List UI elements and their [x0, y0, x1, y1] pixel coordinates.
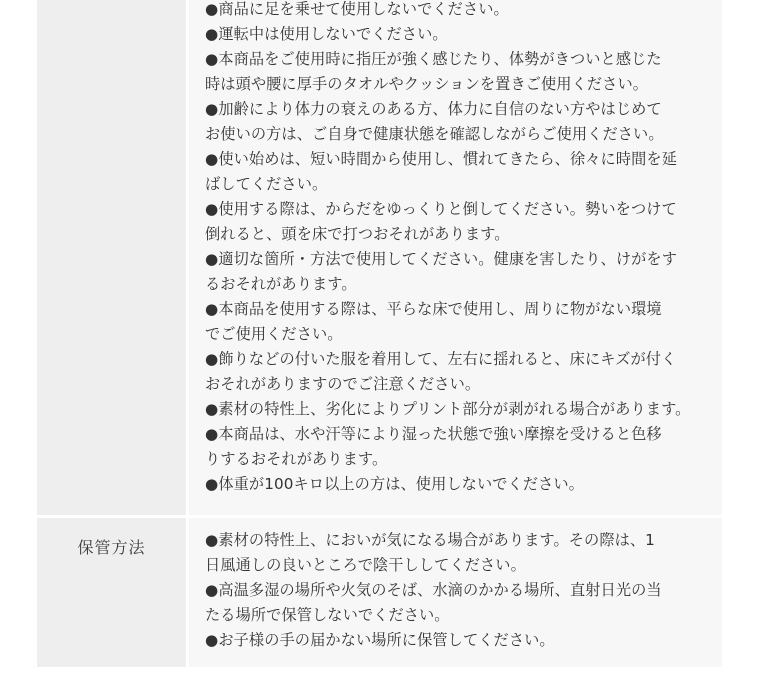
cautions-row: [37, 0, 722, 515]
caution-line: ●素材の特性上、劣化によりプリント部分が剥がれる場合があります。: [205, 400, 691, 418]
storage-line: ●高温多湿の場所や火気のそば、水滴のかかる場所、直射日光の当: [205, 581, 662, 599]
caution-line: ●本商品は、水や汗等により湿った状態で強い摩擦を受けると色移: [205, 425, 662, 443]
caution-line: ●飾りなどの付いた服を着用して、左右に揺れると、床にキズが付く: [205, 350, 677, 368]
storage-line: 日風通しの良いところで陰干ししてください。: [205, 556, 526, 574]
cautions-text: [205, 0, 716, 497]
caution-line: ●本商品を使用する際は、平らな床で使用し、周りに物がない環境: [205, 300, 662, 318]
caution-line: ●運転中は使用しないでください。: [205, 25, 448, 43]
storage-line: たる場所で保管しないでください。: [205, 606, 450, 624]
cautions-label-cell: [37, 0, 186, 515]
spec-table: [37, 0, 722, 667]
cautions-value-cell: [189, 0, 722, 515]
storage-text: [205, 528, 716, 653]
caution-line: ●商品に足を乗せて使用しないでください。: [205, 0, 509, 18]
storage-label: 保管方法: [37, 518, 186, 667]
caution-line: りするおそれがあります。: [205, 450, 388, 468]
caution-line: るおそれがあります。: [205, 275, 357, 293]
caution-line: ばしてください。: [205, 175, 328, 193]
caution-line: ●使用する際は、からだをゆっくりと倒してください。勢いをつけて: [205, 200, 677, 218]
caution-line: ●本商品をご使用時に指圧が強く感じたり、体勢がきついと感じた: [205, 50, 662, 68]
caution-line: 時は頭や腰に厚手のタオルやクッションを置きご使用ください。: [205, 75, 649, 93]
caution-line: ●使い始めは、短い時間から使用し、慣れてきたら、徐々に時間を延: [205, 150, 677, 168]
caution-line: でご使用ください。: [205, 325, 343, 343]
caution-line: ●適切な箇所・方法で使用してください。健康を害したり、けがをす: [205, 250, 677, 268]
storage-line: ●お子様の手の届かない場所に保管してください。: [205, 631, 555, 649]
caution-line: 倒れると、頭を床で打つおそれがあります。: [205, 225, 510, 243]
storage-value-cell: [189, 518, 722, 667]
storage-row: [37, 518, 722, 667]
storage-line: ●素材の特性上、においが気になる場合があります。その際は、1: [205, 531, 655, 549]
caution-line: ●体重が100キロ以上の方は、使用しないでください。: [205, 475, 584, 493]
caution-line: おそれがありますのでご注意ください。: [205, 375, 481, 393]
caution-line: ●加齢により体力の衰えのある方、体力に自信のない方やはじめて: [205, 100, 662, 118]
caution-line: お使いの方は、ご自身で健康状態を確認しながらご使用ください。: [205, 125, 664, 143]
